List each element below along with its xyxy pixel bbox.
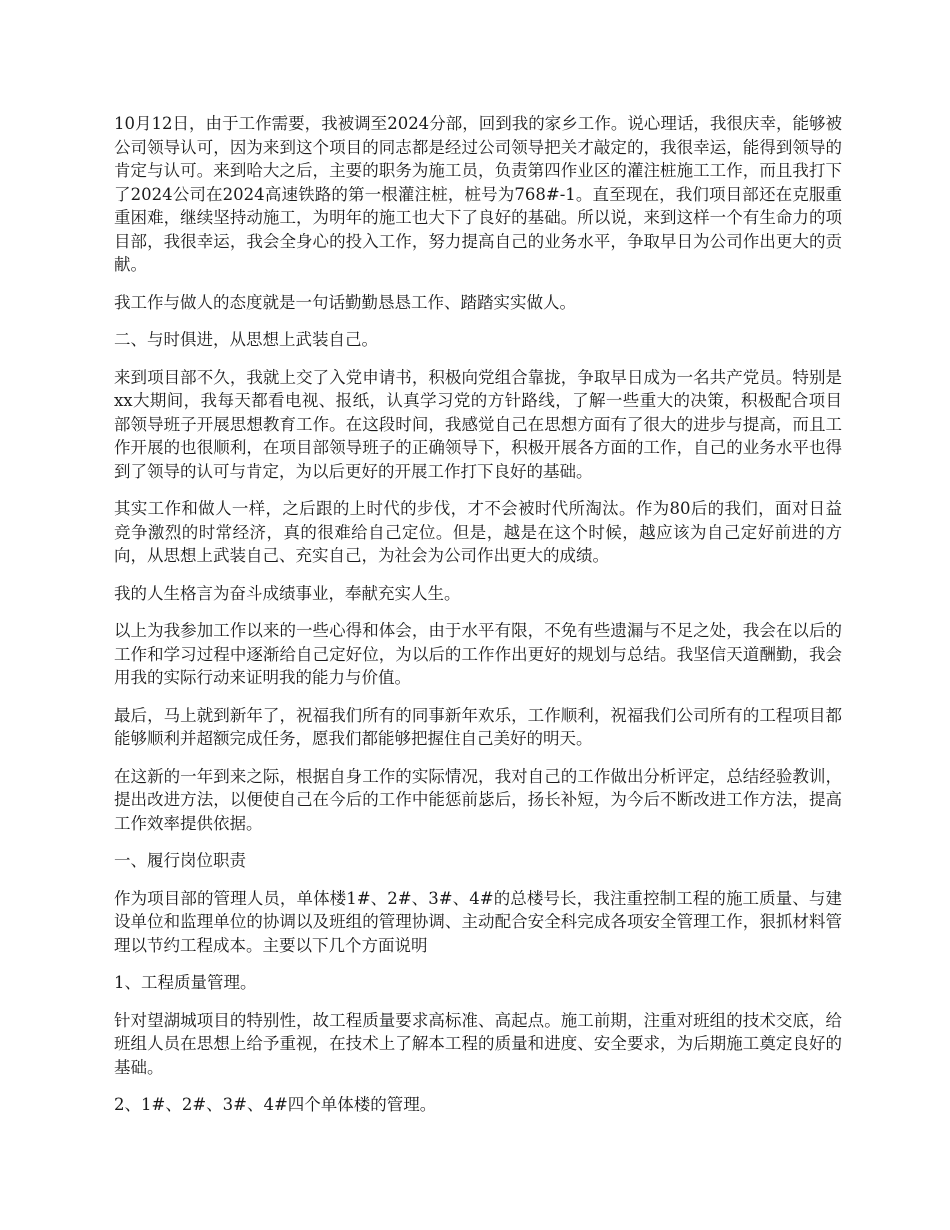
paragraph-times: 其实工作和做人一样，之后跟的上时代的步伐，才不会被时代所淘汰。作为80后的我们，面对日益竞争激烈的时常经济，真的很难给自己定位。但是，越是在这个时候，越应该为自己定好前进的方向，从思想上武装自己、充实自己，为社会为公司作出更大的成绩。 [114, 499, 842, 565]
document-body [114, 112, 842, 1131]
paragraph-summary: 以上为我参加工作以来的一些心得和体会，由于水平有限，不免有些遗漏与不足之处，我会在以后的工作和学习过程中逐渐给自己定好位，为以后的工作作出更好的规划与总结。我坚信天道酬勤，我会用我的实际行动来证明我的能力与价值。 [114, 621, 842, 687]
paragraph-attitude: 我工作与做人的态度就是一句话勤勤恳恳工作、踏踏实实做人。 [114, 292, 576, 312]
section-heading-2: 二、与时俱进，从思想上武装自己。 [114, 330, 378, 349]
section-heading-1: 一、履行岗位职责 [114, 851, 246, 870]
paragraph-duties: 作为项目部的管理人员，单体楼1#、2#、3#、4#的总楼号长，我注重控制工程的施工质量、与建设单位和监理单位的协调以及班组的管理协调、主动配合安全科完成各项安全管理工作，狠抓材料管理以节约工程成本。主要以下几个方面说明 [114, 888, 842, 955]
paragraph-motto: 我的人生格言为奋斗成绩事业，奉献充实人生。 [114, 583, 461, 603]
paragraph-quality: 针对望湖城项目的特别性，故工程质量要求高标准、高起点。施工前期，注重对班组的技术交底，给班组人员在思想上给予重视，在技术上了解本工程的质量和进度、安全要求，为后期施工奠定良好的基础。 [114, 1010, 842, 1077]
subheading-buildings: 2、1#、2#、3#、4#四个单体楼的管理。 [114, 1095, 437, 1114]
paragraph-party: 来到项目部不久，我就上交了入党申请书，积极向党组合靠拢，争取早日成为一名共产党员。特别是xx大期间，我每天都看电视、报纸，认真学习党的方针路线，了解一些重大的决策，积极配合项目部领导班子开展思想教育工作。在这段时间，我感觉自己在思想方面有了很大的进步与提高，而且工作开展的也很顺利，在项目部领导班子的正确领导下，积极开展各方面的工作，自己的业务水平也得到了领导的认可与肯定，为以后更好的开展工作打下良好的基础。 [114, 367, 842, 481]
paragraph-evaluation: 在这新的一年到来之际，根据自身工作的实际情况，我对自己的工作做出分析评定，总结经验教训，提出改进方法，以便使自己在今后的工作中能惩前毖后，扬长补短，为今后不断改进工作方法，提高工作效率提供依据。 [114, 766, 842, 833]
paragraph-new-year: 最后，马上就到新年了，祝福我们所有的同事新年欢乐，工作顺利，祝福我们公司所有的工程项目都能够顺利并超额完成任务，愿我们都能够把握住自己美好的明天。 [114, 705, 842, 748]
subheading-quality: 1、工程质量管理。 [114, 973, 257, 992]
paragraph-intro: 10月12日，由于工作需要，我被调至2024分部，回到我的家乡工作。说心理话，我很庆幸，能够被公司领导认可，因为来到这个项目的同志都是经过公司领导把关才敲定的，我很幸运，能得到领导的肯定与认可。来到哈大之后，主要的职务为施工员，负责第四作业区的灌注桩施工工作，而且我打下了2024公司在2024高速铁路的第一根灌注桩，桩号为768#-1。直至现在，我们项目部还在克服重重困难，继续坚持动施工，为明年的施工也大下了良好的基础。所以说，来到这样一个有生命力的项目部，我很幸运，我会全身心的投入工作，努力提高自己的业务水平，争取早日为公司作出更大的贡献。 [114, 114, 842, 274]
